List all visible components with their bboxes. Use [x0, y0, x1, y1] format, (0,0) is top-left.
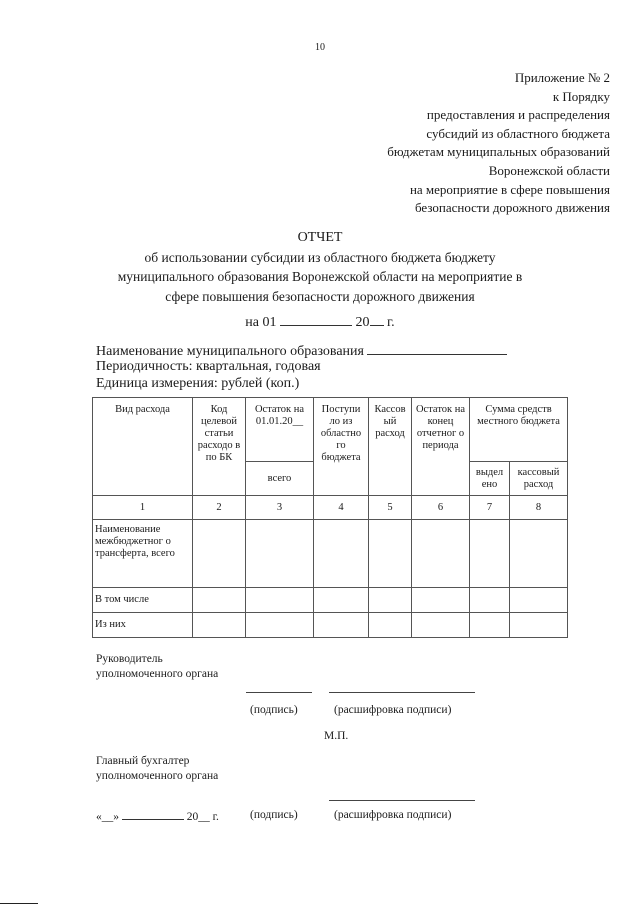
report-subtitle-line: сфере повышения безопасности дорожного движения [165, 288, 475, 304]
header-received: Поступи ло из областно го бюджета [314, 398, 369, 496]
date-year: 20__ г. [186, 811, 219, 823]
table-cell[interactable] [246, 588, 314, 613]
accountant-label-2: уполномоченного органа [96, 770, 219, 782]
appendix-line: Приложение № 2 [514, 70, 610, 85]
appendix-line: субсидий из областного бюджета [426, 125, 610, 141]
report-title-block [0, 228, 640, 306]
table-cell[interactable] [412, 613, 470, 638]
date-prefix: на 01 [245, 315, 277, 330]
appendix-line: Воронежской области [488, 162, 610, 178]
header-allocated: выдел ено [470, 462, 510, 496]
header-expense-type: Вид расхода [93, 398, 193, 496]
head-decode-caption: (расшифровка подписи) [334, 704, 452, 716]
row-label: Наименование межбюджетног о трансферта, всего [93, 520, 193, 588]
report-title: ОТЧЕТ [297, 230, 343, 245]
unit-of-measure: Единица измерения: рублей (коп.) [96, 376, 300, 391]
header-local-budget: Сумма средств местного бюджета [470, 398, 568, 462]
table-cell[interactable] [470, 613, 510, 638]
head-label-1: Руководитель [96, 653, 163, 665]
accountant-date-blank[interactable] [122, 808, 184, 820]
accountant-date [96, 808, 219, 824]
header-opening-balance: Остаток на 01.01.20__ [246, 398, 314, 462]
header-budget-code: Код целевой статьи расходо в по БК [193, 398, 246, 496]
table-row [93, 520, 568, 588]
column-number: 8 [510, 496, 568, 520]
column-number: 3 [246, 496, 314, 520]
column-number: 7 [470, 496, 510, 520]
report-table [92, 397, 568, 638]
periodicity: Периодичность: квартальная, годовая [96, 359, 321, 374]
table-cell[interactable] [314, 613, 369, 638]
column-number: 4 [314, 496, 369, 520]
municipality-blank[interactable] [367, 341, 507, 355]
table-cell[interactable] [314, 520, 369, 588]
report-subtitle-line: муниципального образования Воронежской области на мероприятие в [117, 269, 523, 284]
head-signature-caption: (подпись) [250, 704, 298, 716]
head-signature-line[interactable] [246, 692, 312, 693]
report-date-line [0, 312, 640, 331]
table-cell[interactable] [193, 588, 246, 613]
table-cell[interactable] [369, 520, 412, 588]
date-year: 20 [355, 315, 370, 330]
appendix-line: бюджетам муниципальных образований [387, 144, 610, 160]
header-cash-expense: Кассов ый расход [369, 398, 412, 496]
page-number: 10 [315, 42, 325, 53]
table-cell[interactable] [412, 588, 470, 613]
accountant-decode-caption: (расшифровка подписи) [334, 809, 452, 821]
municipality-label: Наименование муниципального образования [96, 344, 364, 359]
table-cell[interactable] [314, 588, 369, 613]
table-cell[interactable] [510, 588, 568, 613]
year-blank[interactable] [370, 312, 384, 326]
date-open: «__» [96, 811, 119, 823]
appendix-line: на мероприятие в сфере повышения [409, 181, 610, 197]
appendix-header [387, 69, 610, 218]
header-local-cash-expense: кассовый расход [510, 462, 568, 496]
table-cell[interactable] [510, 520, 568, 588]
table-cell[interactable] [246, 613, 314, 638]
appendix-line: предоставления и распределения [426, 107, 610, 123]
date-blank[interactable] [280, 312, 352, 326]
accountant-signature-caption: (подпись) [250, 809, 298, 821]
column-number: 1 [93, 496, 193, 520]
header-closing-balance: Остаток на конец отчетног о периода [412, 398, 470, 496]
appendix-line: безопасности дорожного движения [414, 200, 610, 216]
row-label: Из них [93, 613, 193, 638]
table-row [93, 588, 568, 613]
appendix-line: к Порядку [552, 88, 610, 104]
seal-mark: М.П. [324, 730, 349, 742]
table-cell[interactable] [246, 520, 314, 588]
head-decode-line[interactable] [329, 692, 475, 693]
column-number: 2 [193, 496, 246, 520]
report-subtitle-line: об использовании субсидии из областного бюджета бюджету [144, 249, 496, 265]
table-cell[interactable] [369, 613, 412, 638]
table-cell[interactable] [193, 613, 246, 638]
column-number: 5 [369, 496, 412, 520]
table-cell[interactable] [412, 520, 470, 588]
table-cell[interactable] [193, 520, 246, 588]
head-label-2: уполномоченного органа [96, 668, 219, 680]
date-suffix: г. [387, 315, 395, 330]
accountant-decode-line[interactable] [329, 800, 475, 801]
column-number: 6 [412, 496, 470, 520]
table-row [93, 613, 568, 638]
table-cell[interactable] [369, 588, 412, 613]
table-cell[interactable] [470, 588, 510, 613]
header-total: всего [246, 462, 314, 496]
table-cell[interactable] [470, 520, 510, 588]
accountant-label-1: Главный бухгалтер [96, 755, 190, 767]
table-cell[interactable] [510, 613, 568, 638]
page-corner-mark [0, 903, 38, 904]
row-label: В том числе [93, 588, 193, 613]
